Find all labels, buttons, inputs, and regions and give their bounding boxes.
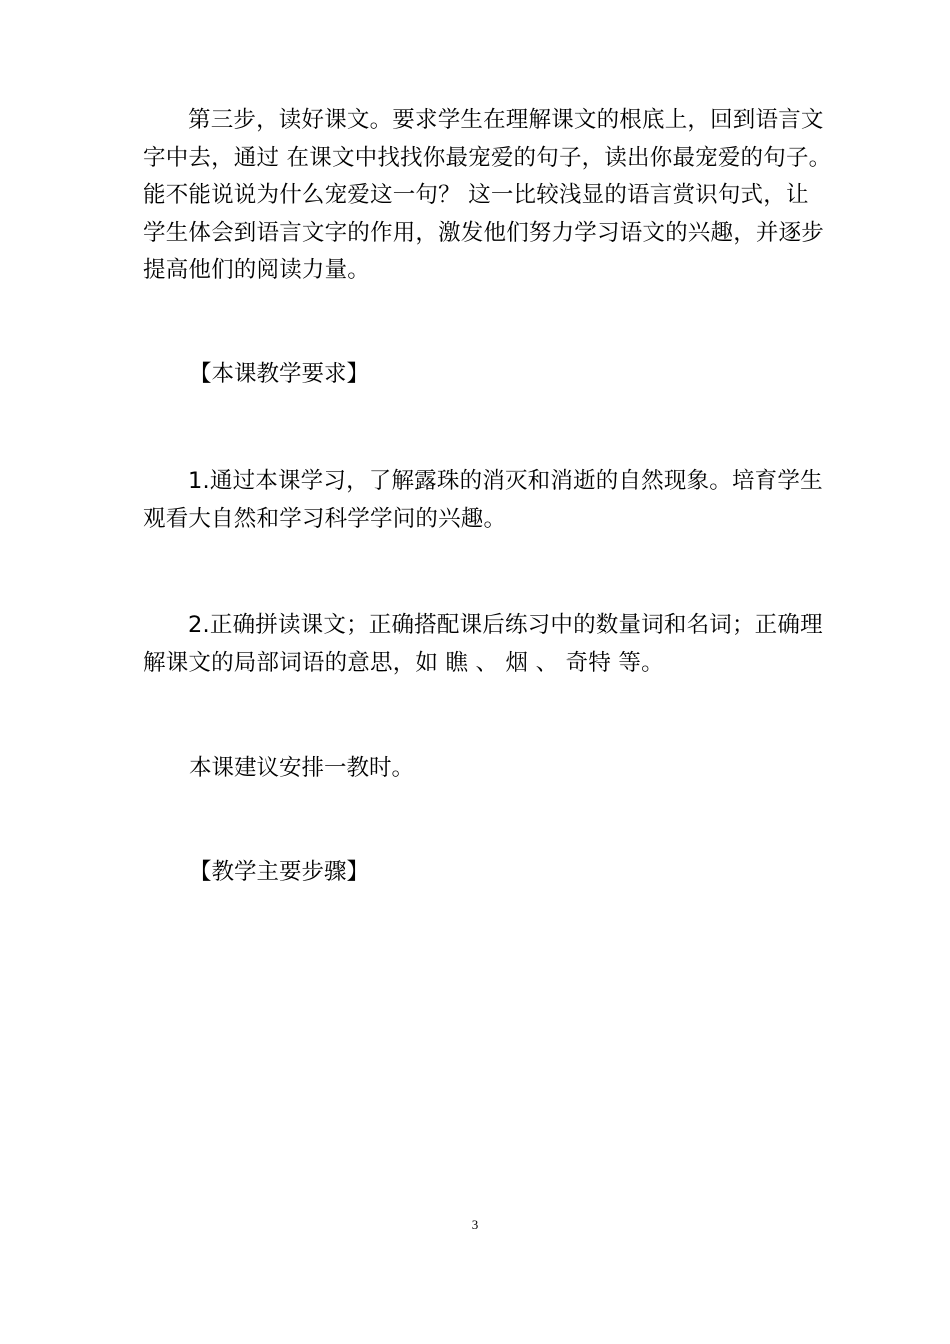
- page-number: 3: [471, 1217, 479, 1232]
- paragraph-line: 能不能说说为什么宠爱这一句？ 这一比较浅显的语言赏识句式，让: [143, 182, 809, 208]
- requirement-item-2: [143, 607, 823, 682]
- requirement-item-1: [143, 463, 823, 538]
- paragraph-line: 字中去，通过 在课文中找找你最宠爱的句子，读出你最宠爱的句子。: [143, 144, 832, 171]
- paragraph-line: 学生体会到语言文字的作用，激发他们努力学习语文的兴趣，并逐步: [143, 219, 825, 246]
- paragraph-line: 观看大自然和学习科学学问的兴趣。: [143, 505, 507, 532]
- section-heading-steps: 【教学主要步骤】: [189, 859, 370, 885]
- paragraph-line: 1.通过本课学习，了解露珠的消灭和消逝的自然现象。培育学生: [188, 468, 823, 494]
- paragraph-line: 解课文的局部词语的意思，如 瞧 、 烟 、 奇特 等。: [143, 649, 664, 676]
- schedule-note: 本课建议安排一教时。: [189, 755, 415, 781]
- paragraph-step-three: [143, 102, 832, 290]
- paragraph-line: 2.正确拼读课文；正确搭配课后练习中的数量词和名词；正确理: [188, 612, 823, 638]
- paragraph-line: 第三步，读好课文。要求学生在理解课文的根底上，回到语言文: [188, 107, 824, 133]
- section-heading-requirements: 【本课教学要求】: [189, 361, 370, 387]
- paragraph-line: 提高他们的阅读力量。: [143, 257, 371, 283]
